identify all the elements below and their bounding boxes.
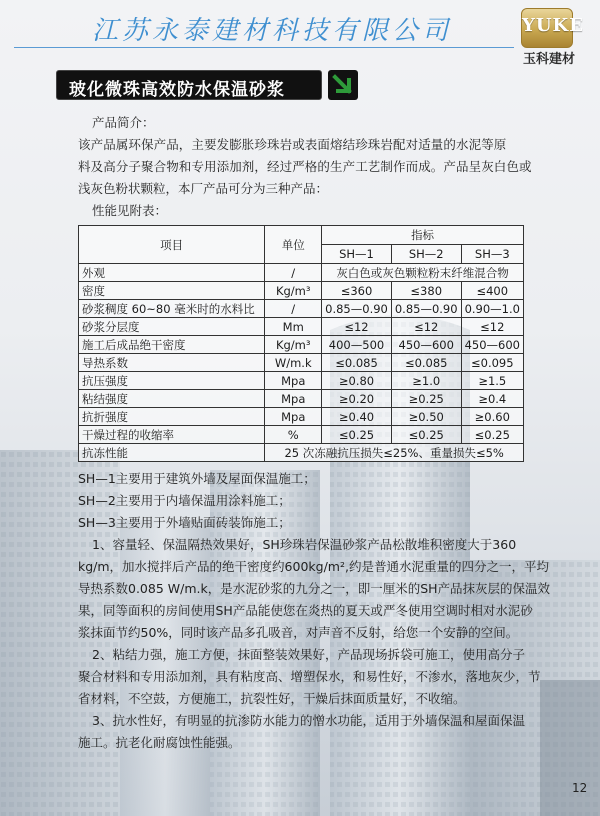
- row-sh3: ≤12: [461, 318, 523, 336]
- row-sh1: ≥0.40: [322, 408, 392, 426]
- row-sh2: ≥1.0: [391, 372, 461, 390]
- row-unit: Mpa: [265, 372, 322, 390]
- feature-3-line-1: 3、抗水性好，有明显的抗渗防水能力的憎水功能，适用于外墙保温和屋面保温: [92, 713, 525, 728]
- feature-1-line-4: 果，同等面积的房间使用SH产品能使您在炎热的夏天或严冬使用空调时相对水泥砂: [78, 603, 533, 618]
- row-item: 干燥过程的收缩率: [79, 426, 265, 444]
- row-sh3: ≥0.4: [461, 390, 523, 408]
- row-unit: Mpa: [265, 390, 322, 408]
- row-sh2: ≥0.50: [391, 408, 461, 426]
- row-sh3: 0.90—1.0: [461, 300, 523, 318]
- usage-sh2: SH—2主要用于内墙保温用涂料施工；: [78, 493, 291, 508]
- row-sh1: ≤0.25: [322, 426, 392, 444]
- feature-1-line-3: 导热系数0.085 W/m.k，是水泥砂浆的九分之一，即一厘米的SH产品抹灰层的保温效: [78, 581, 551, 596]
- row-sh1: ≥0.80: [322, 372, 392, 390]
- table-row: [79, 372, 524, 390]
- row-item: 抗折强度: [79, 408, 265, 426]
- row-merged-value: 灰白色或灰色颗粒粉末纤维混合物: [322, 264, 524, 282]
- table-row: [79, 318, 524, 336]
- row-sh3: 450—600: [461, 336, 523, 354]
- row-unit: Mm: [265, 318, 322, 336]
- feature-3-line-2: 施工。抗老化耐腐蚀性能强。: [78, 735, 241, 750]
- feature-2-line-3: 省材料，不空鼓，方便施工，抗裂性好，干燥后抹面质量好，不收缩。: [78, 691, 466, 706]
- table-row: [79, 282, 524, 300]
- row-sh1: ≥0.20: [322, 390, 392, 408]
- row-unit: W/m.k: [265, 354, 322, 372]
- feature-2-line-1: 2、粘结力强，施工方便，抹面整装效果好，产品现场拆袋可施工，使用高分子: [92, 647, 525, 662]
- row-sh3: ≥1.5: [461, 372, 523, 390]
- intro-heading: 产品简介：: [92, 115, 155, 130]
- header-sh2: SH—2: [391, 245, 461, 264]
- row-item: 砂浆分层度: [79, 318, 265, 336]
- row-sh3: ≤0.25: [461, 426, 523, 444]
- row-unit: Kg/m³: [265, 336, 322, 354]
- row-sh1: 400—500: [322, 336, 392, 354]
- feature-1-line-5: 浆抹面节约50%，同时该产品多孔吸音，对声音不反射，给您一个安静的空间。: [78, 625, 519, 640]
- row-item: 抗压强度: [79, 372, 265, 390]
- row-unit: /: [265, 264, 322, 282]
- company-name: 江苏永泰建材科技有限公司: [92, 16, 453, 46]
- intro-line-1: 该产品属环保产品，主要发膨胀珍珠岩或表面熔结珍珠岩配对适量的水泥等原: [78, 137, 507, 152]
- row-item: 砂浆稠度 60~80 毫米时的水料比: [79, 300, 265, 318]
- row-sh2: ≤0.085: [391, 354, 461, 372]
- usage-sh3: SH—3主要用于外墙贴面砖装饰施工；: [78, 515, 291, 530]
- table-row: [79, 426, 524, 444]
- row-unit: /: [265, 300, 322, 318]
- row-sh2: ≥0.25: [391, 390, 461, 408]
- table-row: [79, 264, 524, 282]
- row-sh1: ≤12: [322, 318, 392, 336]
- row-sh1: ≤360: [322, 282, 392, 300]
- row-unit: Kg/m³: [265, 282, 322, 300]
- brand-name: 玉科建材: [522, 52, 575, 67]
- header-sh1: SH—1: [322, 245, 392, 264]
- table-row: [79, 390, 524, 408]
- company-logo: [521, 8, 584, 48]
- header-item: 项目: [79, 226, 265, 264]
- header-sh3: SH—3: [461, 245, 523, 264]
- table-row: [79, 444, 524, 462]
- row-sh2: ≤0.25: [391, 426, 461, 444]
- feature-2-line-2: 聚合材料和专用添加剂，具有粘度高、增塑保水，和易性好，不渗水，落地灰少，节: [78, 669, 541, 684]
- feature-1-line-1: 1、容量轻、保温隔热效果好，SH珍珠岩保温砂浆产品松散堆积密度大于360: [92, 537, 517, 552]
- row-sh1: 0.85—0.90: [322, 300, 392, 318]
- page-number: 12: [572, 781, 588, 795]
- row-sh2: 0.85—0.90: [391, 300, 461, 318]
- row-sh3: ≤0.095: [461, 354, 523, 372]
- row-item: 粘结强度: [79, 390, 265, 408]
- row-sh3: ≥0.60: [461, 408, 523, 426]
- intro-line-2: 料及高分子聚合物和专用添加剂，经过严格的生产工艺制作而成。产品呈灰白色或: [78, 159, 532, 174]
- table-caption: 性能见附表：: [92, 203, 168, 218]
- header-index: 指标: [322, 226, 524, 245]
- row-item: 导热系数: [79, 354, 265, 372]
- row-item: 施工后成品绝干密度: [79, 336, 265, 354]
- row-item: 外观: [79, 264, 265, 282]
- row-unit: Mpa: [265, 408, 322, 426]
- table-header-row: [79, 226, 524, 245]
- performance-table: [78, 225, 524, 462]
- arrow-down-right-icon: [328, 70, 358, 100]
- table-row: [79, 354, 524, 372]
- row-item: 密度: [79, 282, 265, 300]
- row-sh1: ≤0.085: [322, 354, 392, 372]
- usage-sh1: SH—1主要用于建筑外墙及屋面保温施工；: [78, 471, 316, 486]
- feature-1-line-2: kg/m，加水搅拌后产品的绝干密度约600kg/m²,约是普通水泥重量的四分之一，平均: [78, 559, 549, 574]
- row-sh2: ≤380: [391, 282, 461, 300]
- product-title-bar: [56, 70, 322, 100]
- product-title: 玻化微珠高效防水保温砂浆: [69, 80, 285, 100]
- table-row: [79, 336, 524, 354]
- row-unit: %: [265, 426, 322, 444]
- row-sh2: 450—600: [391, 336, 461, 354]
- header-divider: [14, 47, 514, 48]
- row-item: 抗冻性能: [79, 444, 265, 462]
- table-row: [79, 300, 524, 318]
- header-unit: 单位: [265, 226, 322, 264]
- row-sh2: ≤12: [391, 318, 461, 336]
- intro-line-3: 浅灰色粉状颗粒，本厂产品可分为三种产品：: [78, 181, 329, 196]
- table-row: [79, 408, 524, 426]
- logo-text: YUKE: [522, 15, 584, 36]
- row-sh3: ≤400: [461, 282, 523, 300]
- row-merged-value: 25 次冻融抗压损失≤25%、重量损失≤5%: [265, 444, 524, 462]
